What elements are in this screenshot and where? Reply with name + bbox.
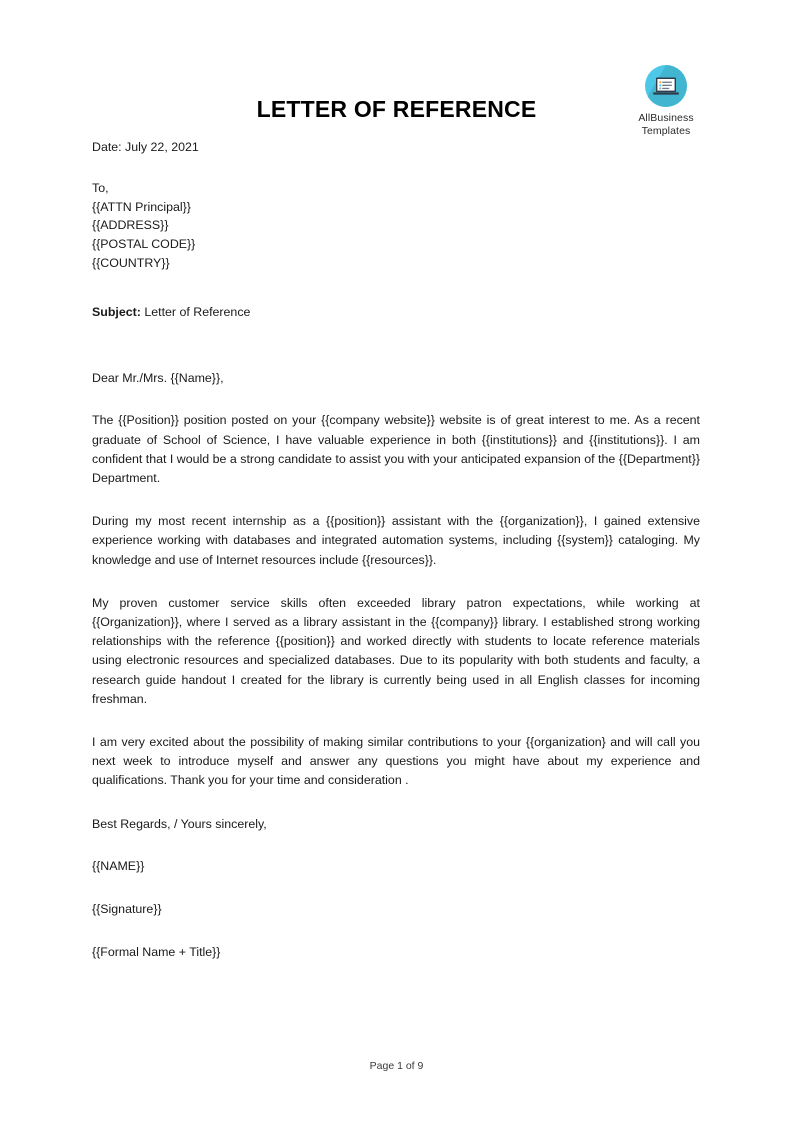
brand-caption-line2: Templates	[641, 124, 691, 137]
page-footer: Page 1 of 9	[369, 1060, 424, 1072]
recipient-address-block	[92, 179, 700, 273]
body-paragraph-4: I am very excited about the possibility of making similar contributions to your {{organization} and will call you next week to introduce myself and answer any questions you might have about my experience and qualifications. Thank you for your time and consideration .	[92, 735, 700, 788]
recipient-country: {{COUNTRY}}	[92, 255, 170, 270]
recipient-postal-code: {{POSTAL CODE}}	[92, 237, 196, 252]
signature-placeholder: {{Signature}}	[92, 902, 162, 917]
recipient-address: {{ADDRESS}}	[92, 218, 169, 233]
recipient-to: To,	[92, 180, 109, 195]
signature-name: {{NAME}}	[92, 859, 145, 874]
brand-caption-line1: AllBusiness	[638, 112, 694, 124]
page-title: LETTER OF REFERENCE	[256, 96, 537, 122]
salutation: Dear Mr./Mrs. {{Name}},	[92, 370, 224, 385]
recipient-attn: {{ATTN Principal}}	[92, 199, 191, 214]
letter-body	[92, 138, 700, 962]
signature-formal-title: {{Formal Name + Title}}	[92, 945, 221, 960]
closing-line: Best Regards, / Yours sincerely,	[92, 816, 267, 831]
body-paragraph-2: During my most recent internship as a {{position}} assistant with the {{organization}}, I gained extensive experience working with databases and integrated automation systems, including {{system}} cataloging. My knowledge and use of Internet resources include {{resources}}.	[92, 514, 700, 567]
date-line: Date: July 22, 2021	[92, 140, 199, 154]
subject-line	[92, 303, 700, 322]
body-paragraph-1: The {{Position}} position posted on your {{company website}} website is of great interest to me. As a recent graduate of School of Science, I have valuable experience in both {{institutions}} and {{institutions}}. I am confident that I would be a strong candidate to assist you with your anticipated expansion of the {{Department}} Department.	[92, 413, 700, 485]
subject-value: Letter of Reference	[144, 304, 251, 319]
subject-label: Subject:	[92, 304, 141, 319]
body-paragraph-3: My proven customer service skills often exceeded library patron expectations, while working at {{Organization}}, where I served as a library assistant in the {{company}} library. I established strong working relationships with the reference {{position}} and worked directly with students to locate reference materials using electronic resources and specialized databases. Due to its popularity with both students and faculty, a research guide handout I created for the library is currently being used in all English classes for incoming freshman.	[92, 595, 700, 706]
